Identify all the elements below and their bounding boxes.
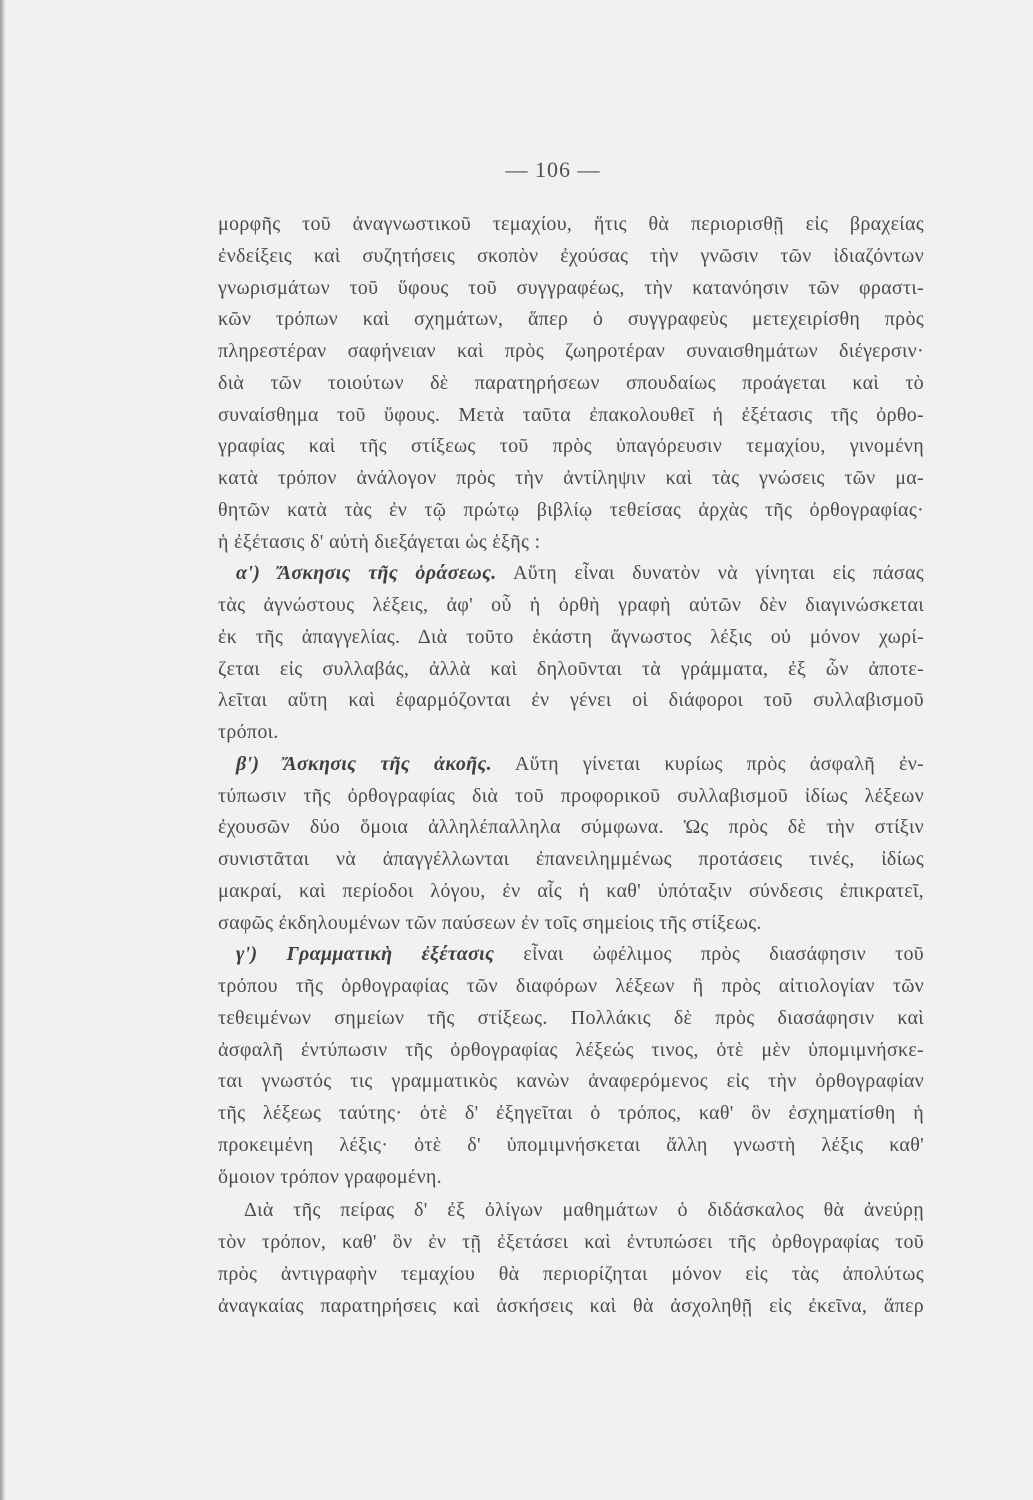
- text-line: ζεται εἰς συλλαβάς, ἀλλὰ καὶ δηλοῦνται τὰ γράμματα, ἐξ ὧν ἀποτε-: [218, 657, 924, 680]
- text-line: συναίσθημα τοῦ ὕφους. Μετὰ ταῦτα ἐπακολουθεῖ ἡ ἐξέτασις τῆς ὀρθο-: [218, 403, 924, 426]
- page-number: — 106 —: [505, 157, 601, 182]
- text-line: μορφῆς τοῦ ἀναγνωστικοῦ τεμαχίου, ἥτις θὰ περιορισθῇ εἰς βραχείας: [218, 213, 924, 235]
- text-line: πρὸς ἀντιγραφὴν τεμαχίου θὰ περιορίζηται μόνον εἰς τὰς ἀπολύτως: [218, 1262, 924, 1285]
- text-line: ὅμοιον τρόπον γραφομένη.: [218, 1165, 442, 1188]
- text-line: ἡ ἐξέτασις δ' αὐτὴ διεξάγεται ὡς ἑξῆς :: [218, 530, 541, 553]
- text-line: ἐχουσῶν δύο ὅμοια ἀλληλέπαλληλα σύμφωνα. Ὡς πρὸς δὲ τὴν στίξιν: [218, 816, 924, 839]
- text-line: τρόποι.: [218, 721, 279, 743]
- text-line: [218, 939, 924, 971]
- text-run: Αὕτη γίνεται κυρίως πρὸς ἀσφαλῆ ἐν-: [514, 752, 925, 775]
- text-line: πληρεστέραν σαφήνειαν καὶ πρὸς ζωηροτέραν συναισθημάτων διέγερσιν·: [218, 340, 924, 362]
- page-body: [218, 209, 924, 1322]
- text-line: λεῖται αὕτη καὶ ἐφαρμόζονται ἐν γένει οἱ διάφοροι τοῦ συλλαβισμοῦ: [218, 689, 924, 712]
- text-line: ἐνδείξεις καὶ συζητήσεις σκοπὸν ἐχούσας τὴν γνῶσιν τῶν ἰδιαζόντων: [218, 244, 924, 267]
- section-heading: α') Ἄσκησις τῆς ὁράσεως.: [236, 562, 497, 585]
- paragraph-exercise-hearing: [218, 749, 924, 940]
- text-line: προκειμένη λέξις· ὁτὲ δ' ὑπομιμνήσκεται ἄλλη γνωστὴ λέξις καθ': [218, 1133, 924, 1156]
- text-line: ἀναγκαίας παρατηρήσεις καὶ ἀσκήσεις καὶ θὰ ἀσχοληθῇ εἰς ἐκεῖνα, ἅπερ: [218, 1294, 924, 1317]
- text-line: [218, 749, 924, 781]
- text-line: ται γνωστός τις γραμματικὸς κανὼν ἀναφερόμενος εἰς τὴν ὀρθογραφίαν: [218, 1070, 924, 1093]
- text-line: διὰ τῶν τοιούτων δὲ παρατηρήσεων σπουδαίως προάγεται καὶ τὸ: [218, 371, 924, 394]
- text-line: σαφῶς ἐκδηλουμένων τῶν παύσεων ἐν τοῖς σημείοις τῆς στίξεως.: [218, 911, 762, 934]
- text-line: γνωρισμάτων τοῦ ὕφους τοῦ συγγραφέως, τὴν κατανόησιν τῶν φραστι-: [218, 276, 924, 299]
- scan-edge-shadow: [0, 0, 6, 1500]
- text-line: κατὰ τρόπον ἀνάλογον πρὸς τὴν ἀντίληψιν καὶ τὰς γνώσεις τῶν μα-: [218, 467, 924, 489]
- text-run: Αὕτη εἶναι δυνατὸν νὰ γίνηται εἰς πάσας: [512, 562, 924, 585]
- text-line: τῆς λέξεως ταύτης· ὁτὲ δ' ἐξηγεῖται ὁ τρόπος, καθ' ὃν ἐσχηματίσθη ἡ: [218, 1102, 924, 1124]
- text-line: Διὰ τῆς πείρας δ' ἐξ ὀλίγων μαθημάτων ὁ διδάσκαλος θὰ ἀνεύρῃ: [244, 1199, 924, 1222]
- text-line: ἀσφαλῆ ἐντύπωσιν τῆς ὀρθογραφίας λέξεώς τινος, ὁτὲ μὲν ὑπομιμνήσκε-: [218, 1038, 924, 1061]
- text-line: κῶν τρόπων καὶ σχημάτων, ἅπερ ὁ συγγραφεὺς μετεχειρίσθη πρὸς: [218, 308, 924, 331]
- paragraph: [218, 209, 924, 558]
- text-line: [218, 558, 924, 590]
- text-line: τρόπου τῆς ὀρθογραφίας τῶν διαφόρων λέξεων ἢ πρὸς αἰτιολογίαν τῶν: [218, 975, 924, 997]
- text-line: συνιστᾶται νὰ ἀπαγγέλλωνται ἐπανειλημμένως προτάσεις τινές, ἰδίως: [218, 848, 924, 870]
- section-heading: β') Ἄσκησις τῆς ἀκοῆς.: [236, 752, 492, 775]
- paragraph-exercise-sight: [218, 558, 924, 749]
- text-line: θητῶν κατὰ τὰς ἐν τῷ πρώτῳ βιβλίῳ τεθείσας ἀρχὰς τῆς ὀρθογραφίας·: [218, 498, 924, 521]
- text-line: μακραί, καὶ περίοδοι λόγου, ἐν αἷς ἡ καθ' ὑπόταξιν σύνδεσις ἐπικρατεῖ,: [218, 879, 924, 902]
- text-line: τὸν τρόπον, καθ' ὃν ἐν τῇ ἐξετάσει καὶ ἐντυπώσει τῆς ὀρθογραφίας τοῦ: [218, 1231, 924, 1253]
- text-line: τεθειμένων σημείων τῆς στίξεως. Πολλάκις δὲ πρὸς διασάφησιν καὶ: [218, 1006, 924, 1029]
- section-heading: γ') Γραμματικὴ ἐξέτασις: [236, 943, 495, 966]
- text-line: τύπωσιν τῆς ὀρθογραφίας διὰ τοῦ προφορικοῦ συλλαβισμοῦ ἰδίως λέξεων: [218, 784, 924, 807]
- text-line: τὰς ἀγνώστους λέξεις, ἀφ' οὗ ἡ ὀρθὴ γραφὴ αὐτῶν δὲν διαγινώσκεται: [218, 594, 924, 616]
- text-line: γραφίας καὶ τῆς στίξεως τοῦ πρὸς ὑπαγόρευσιν τεμαχίου, γινομένη: [218, 435, 924, 458]
- text-run: εἶναι ὠφέλιμος πρὸς διασάφησιν τοῦ: [523, 943, 924, 966]
- paragraph-grammatical-examination: [218, 939, 924, 1193]
- text-line: ἐκ τῆς ἀπαγγελίας. Διὰ τοῦτο ἑκάστη ἄγνωστος λέξις οὐ μόνον χωρί-: [218, 625, 924, 648]
- paragraph: [218, 1195, 924, 1322]
